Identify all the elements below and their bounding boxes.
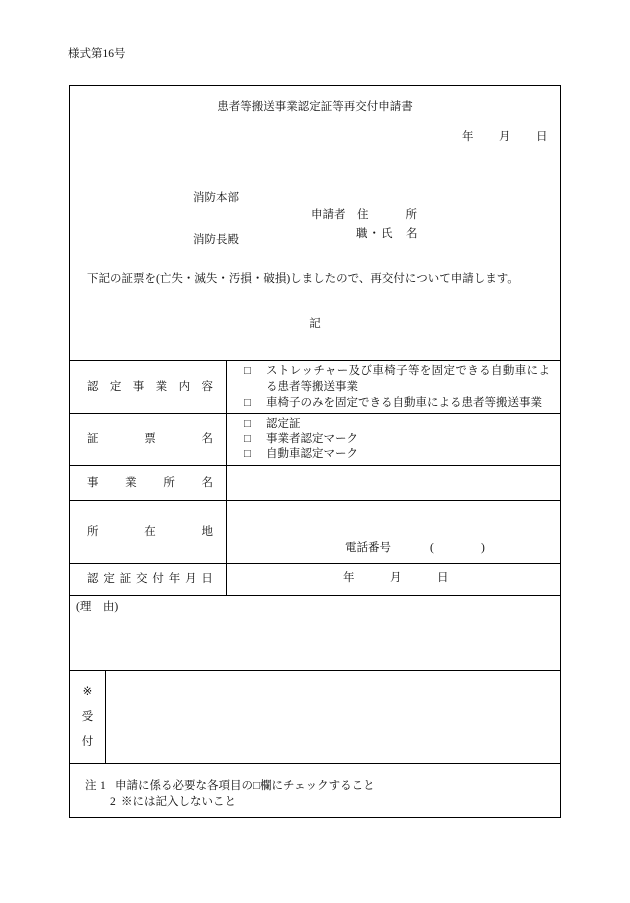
char: ※ <box>82 686 93 698</box>
char: 付 <box>152 573 164 585</box>
option-label: 事業者認定マーク <box>266 433 358 445</box>
option-wheelchair-only <box>244 395 550 411</box>
office-name-label <box>87 476 213 491</box>
option-label: 自動車認定マーク <box>266 448 358 460</box>
checkbox-operator-mark[interactable]: □ <box>244 433 251 445</box>
issue-date-day-label: 日 <box>437 572 449 584</box>
char: 定 <box>103 573 115 585</box>
row-location <box>70 500 560 563</box>
date-month-label: 月 <box>499 131 511 143</box>
form-number: 様式第16号 <box>68 48 126 60</box>
reason-label: (理 由) <box>76 601 119 613</box>
note-number: 2 <box>110 796 116 808</box>
label-cell <box>70 564 227 595</box>
addressee-line-1: 消防本部 <box>193 192 239 204</box>
char: 名 <box>201 476 213 489</box>
reception-label <box>70 680 105 755</box>
checkbox-vehicle-mark[interactable]: □ <box>244 448 251 460</box>
declaration-text: 下記の証票を(亡失・滅失・汚損・破損)しましたので、再交付について申請します。 <box>87 273 519 285</box>
issue-date-month-label: 月 <box>390 572 402 584</box>
char: 定 <box>109 380 122 393</box>
char: 付 <box>81 736 94 748</box>
addressee-line-2: 消防長殿 <box>193 234 239 246</box>
options-list <box>244 414 358 465</box>
char: 認 <box>87 380 99 393</box>
char: 票 <box>144 433 156 445</box>
note-number: 1 <box>100 780 106 792</box>
location-field[interactable] <box>227 501 560 563</box>
row-reason[interactable] <box>70 595 560 670</box>
char: 所 <box>87 525 99 538</box>
form-title: 患者等搬送事業認定証等再交付申請書 <box>217 101 413 113</box>
row-certificate-name <box>70 413 560 465</box>
applicant-name-label: 職・氏 名 <box>356 228 419 240</box>
applicant-address-label <box>357 208 417 223</box>
phone-label: 電話番号 <box>345 542 391 554</box>
option-stretcher-and-wheelchair <box>244 363 550 395</box>
note-text: ※には記入しないこと <box>121 796 236 808</box>
char: 日 <box>201 573 213 585</box>
addressee <box>193 163 239 275</box>
char: 業 <box>155 380 168 393</box>
date-year-label: 年 <box>462 131 474 143</box>
record-heading: 記 <box>309 318 321 330</box>
char: 所 <box>163 476 175 489</box>
char: 交 <box>136 573 148 585</box>
row-reception <box>70 670 560 763</box>
checkbox-stretcher-and-wheelchair[interactable]: □ <box>244 365 251 377</box>
label-cell <box>70 466 227 500</box>
applicant-label: 申請者 <box>311 209 346 221</box>
checkbox-wheelchair-only[interactable]: □ <box>244 397 251 409</box>
date-day-label: 日 <box>536 131 548 143</box>
row-notes <box>70 763 560 817</box>
char: 年 <box>168 573 181 585</box>
certificate-name-label <box>87 432 213 447</box>
notes-label: 注 <box>85 780 97 792</box>
option-label: 認定証 <box>266 418 301 430</box>
issue-date-year-label: 年 <box>343 572 355 584</box>
issue-date-field[interactable] <box>227 564 560 595</box>
char: 在 <box>144 525 156 538</box>
option-certificate <box>244 417 358 432</box>
char: 月 <box>185 573 197 585</box>
char: 事 <box>132 380 145 393</box>
label-cell <box>70 501 227 563</box>
issue-date-label <box>87 572 213 587</box>
option-vehicle-mark <box>244 447 358 462</box>
phone-paren-close: ) <box>481 542 485 554</box>
location-label <box>87 525 213 540</box>
phone-paren-open: ( <box>430 542 434 554</box>
char: 証 <box>87 433 99 445</box>
option-operator-mark <box>244 432 358 447</box>
options-list <box>244 361 550 413</box>
note-text: 申請に係る必要な各項目の□欄にチェックすること <box>115 780 375 792</box>
char: 住 <box>357 209 369 221</box>
option-label: 車椅子のみを固定できる自動車による患者等搬送事業 <box>266 397 542 409</box>
char: 所 <box>405 209 417 221</box>
checkbox-certificate[interactable]: □ <box>244 418 251 430</box>
office-name-field[interactable] <box>227 466 560 500</box>
row-issue-date <box>70 563 560 595</box>
certificate-name-options <box>227 414 560 465</box>
char: 名 <box>201 433 213 445</box>
char: 事 <box>87 476 99 489</box>
row-office-name <box>70 465 560 500</box>
char: 証 <box>119 573 132 585</box>
business-content-options <box>227 361 560 413</box>
row-business-content <box>70 360 560 413</box>
char: 内 <box>178 380 191 393</box>
char: 業 <box>125 476 137 489</box>
option-label: ストレッチャー及び車椅子等を固定できる自動車による患者等搬送事業 <box>266 365 550 393</box>
label-cell <box>70 361 227 413</box>
char: 認 <box>87 573 99 585</box>
label-cell <box>70 414 227 465</box>
reception-label-cell <box>70 671 106 763</box>
application-form <box>69 85 561 818</box>
char: 受 <box>81 711 94 723</box>
char: 容 <box>201 380 213 393</box>
business-content-label <box>87 380 213 395</box>
char: 地 <box>201 525 213 538</box>
